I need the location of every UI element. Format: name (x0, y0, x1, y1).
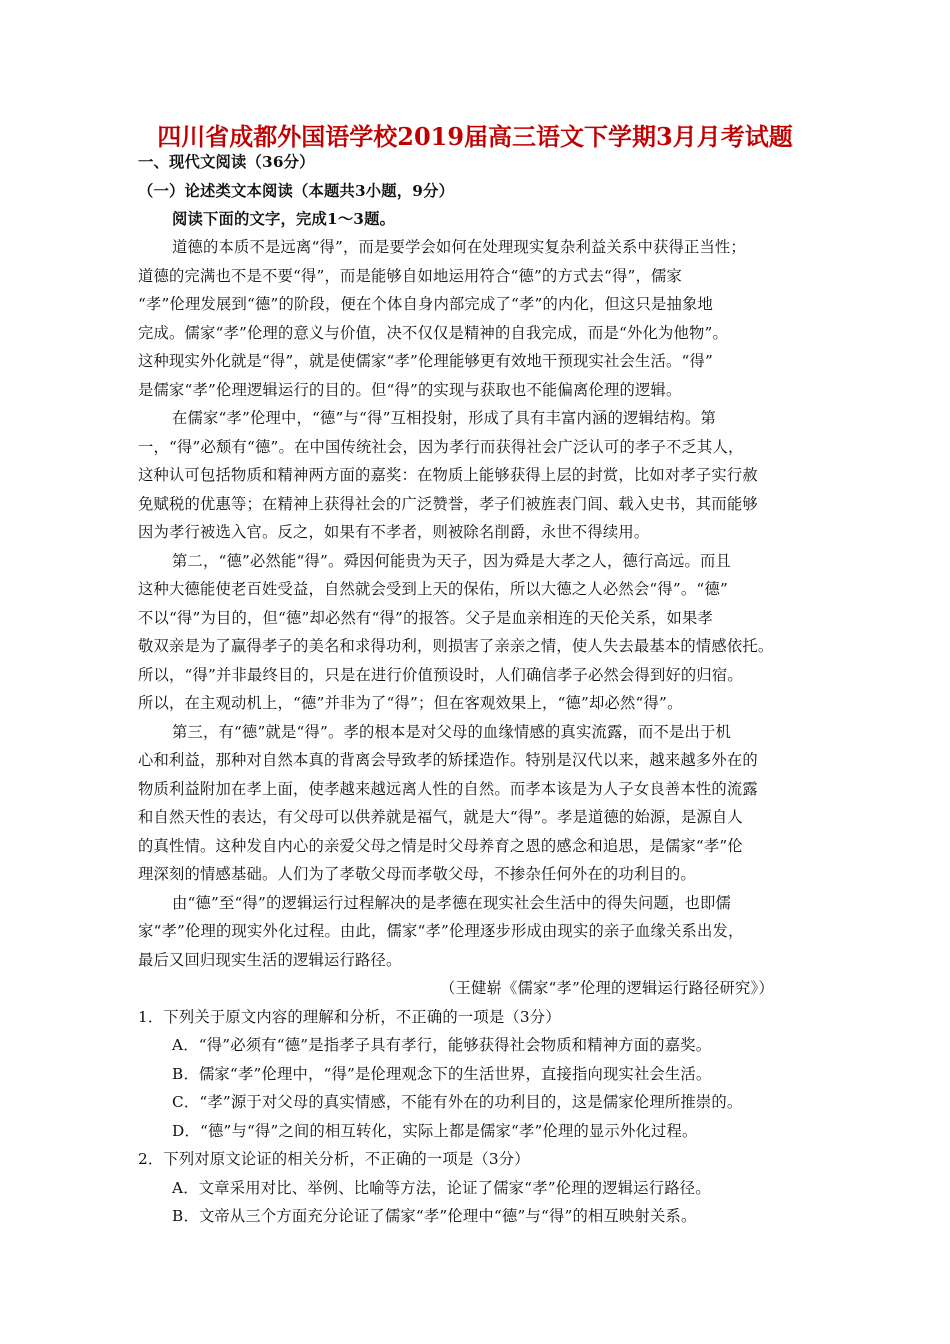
question-1-option-b: B．儒家“孝”伦理中，“得”是伦理观念下的生活世界，直接指向现实社会生活。 (172, 1065, 712, 1083)
passage-line: 第三，有“德”就是“得”。孝的根本是对父母的血缘情感的真实流露，而不是出于机 (172, 723, 731, 741)
passage-line: “孝”伦理发展到“德”的阶段，便在个体自身内部完成了“孝”的内化，但这只是抽象地 (138, 295, 714, 313)
passage-line: 理深刻的情感基础。人们为了孝敬父母而孝敬父母，不掺杂任何外在的功利目的。 (138, 865, 696, 883)
section-heading: 一、现代文阅读（36分） (138, 153, 315, 171)
question-1-stem: 1．下列关于原文内容的理解和分析，不正确的一项是（3分） (138, 1008, 561, 1026)
passage-line: 和自然天性的表达，有父母可以供养就是福气，就是大“得”。孝是道德的始源，是源自人 (138, 808, 743, 826)
passage-line: 这种大德能使老百姓受益，自然就会受到上天的保佑，所以大德之人必然会“得”。“德” (138, 580, 728, 598)
passage-line: 在儒家“孝”伦理中，“德”与“得”互相投射，形成了具有丰富内涵的逻辑结构。第 (172, 409, 717, 427)
question-2-stem: 2．下列对原文论证的相关分析，不正确的一项是（3分） (138, 1150, 530, 1168)
passage-line: 不以“得”为目的，但“德”却必然有“得”的报答。父子是血亲相连的天伦关系，如果孝 (138, 609, 714, 627)
subsection-heading: （一）论述类文本阅读（本题共3小题，9分） (138, 182, 455, 200)
passage-line: 一，“得”必颓有“德”。在中国传统社会，因为孝行而获得社会广泛认可的孝子不乏其人， (138, 438, 744, 456)
question-2-option-a: A．文章采用对比、举例、比喻等方法，论证了儒家“孝”伦理的逻辑运行路径。 (172, 1179, 711, 1197)
question-1-option-d: D．“德”与“得”之间的相互转化，实际上都是儒家“孝”伦理的显示外化过程。 (172, 1122, 698, 1140)
reading-instruction: 阅读下面的文字，完成1～3题。 (172, 210, 396, 228)
passage-line: 的真性情。这种发自内心的亲爱父母之情是时父母养育之恩的感念和追思，是儒家“孝”伦 (138, 837, 743, 855)
question-1-option-a: A．“得”必须有“德”是指孝子具有孝行，能够获得社会物质和精神方面的嘉奖。 (172, 1036, 712, 1054)
passage-line: 这种现实外化就是“得”，就是使儒家“孝”伦理能够更有效地干预现实社会生活。“得” (138, 352, 714, 370)
passage-line: 敬双亲是为了赢得孝子的美名和求得功利，则损害了亲亲之情，使人失去最基本的情感依托。 (138, 637, 774, 655)
question-2-option-b: B．文帝从三个方面充分论证了儒家“孝”伦理中“德”与“得”的相互映射关系。 (172, 1207, 697, 1225)
passage-line: 道德的本质不是远离“得”，而是要学会如何在处理现实复杂利益关系中获得正当性； (172, 238, 746, 256)
passage-line: 心和利益，那种对自然本真的背离会导致孝的矫揉造作。特别是汉代以来，越来越多外在的 (138, 751, 758, 769)
passage-line: 所以，在主观动机上，“德”并非为了“得”；但在客观效果上，“德”却必然“得”。 (138, 694, 683, 712)
passage-line: 最后又回归现实生活的逻辑运行路径。 (138, 951, 402, 969)
passage-line: 第二，“德”必然能“得”。舜因何能贵为天子，因为舜是大孝之人，德行高远。而且 (172, 552, 731, 570)
passage-line: 所以，“得”并非最终目的，只是在进行价值预设时，人们确信孝子必然会得到好的归宿。 (138, 666, 743, 684)
passage-line: 免赋税的优惠等；在精神上获得社会的广泛赞誉，孝子们被旌表门闾、载入史书，其而能够 (138, 495, 758, 513)
passage-line: 物质利益附加在孝上面，使孝越来越远离人性的自然。而孝本该是为人子女良善本性的流露 (138, 780, 758, 798)
document-title: 四川省成都外国语学校2019届高三语文下学期3月月考试题 (157, 122, 793, 151)
passage-line: 完成。儒家“孝”伦理的意义与价值，决不仅仅是精神的自我完成，而是“外化为他物”。 (138, 324, 728, 342)
question-1-option-c: C．“孝”源于对父母的真实情感，不能有外在的功利目的，这是儒家伦理所推崇的。 (172, 1093, 743, 1111)
passage-line: 道德的完满也不是不要“得”，而是能够自如地运用符合“德”的方式去“得”，儒家 (138, 267, 683, 285)
passage-line: 因为孝行被选入官。反之，如果有不孝者，则被除名削爵，永世不得续用。 (138, 523, 650, 541)
passage-line: 是儒家“孝”伦理逻辑运行的目的。但“得”的实现与获取也不能偏离伦理的逻辑。 (138, 381, 682, 399)
passage-line: 由“德”至“得”的逻辑运行过程解决的是孝德在现实社会生活中的得失问题，也即儒 (172, 894, 731, 912)
passage-line: 家“孝”伦理的现实外化过程。由此，儒家“孝”伦理逐步形成由现实的亲子血缘关系出发， (138, 922, 744, 940)
source-citation: （王健崭《儒家“孝”伦理的逻辑运行路径研究》） (440, 979, 774, 997)
passage-line: 这种认可包括物质和精神两方面的嘉奖：在物质上能够获得上层的封赏，比如对孝子实行赦 (138, 466, 758, 484)
